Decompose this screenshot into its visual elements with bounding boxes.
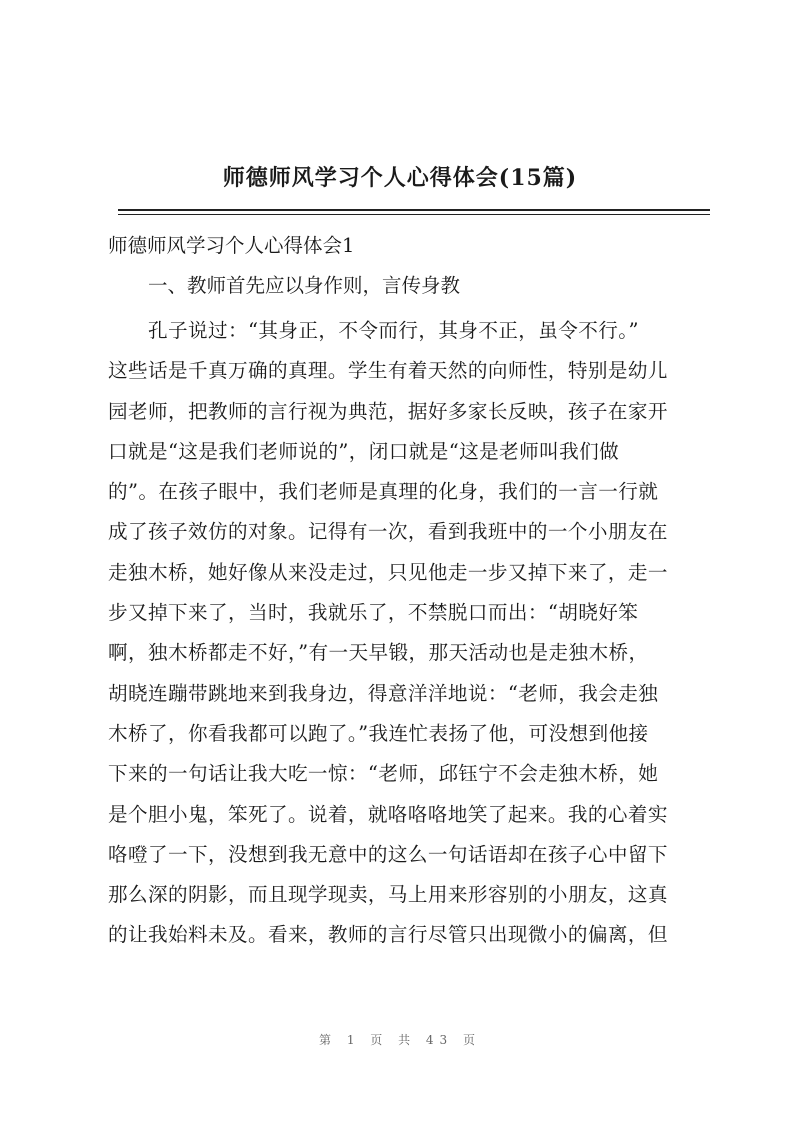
paragraph-line: 园老师，把教师的言行视为典范，据好多家长反映，孩子在家开 [108,399,668,423]
paragraph-line: 是个胆小鬼，笨死了。说着，就咯咯咯地笑了起来。我的心着实 [108,802,668,826]
paragraph-line: 成了孩子效仿的对象。记得有一次，看到我班中的一个小朋友在 [108,520,668,544]
paragraph-line: 咯噔了一下，没想到我无意中的这么一句话语却在孩子心中留下 [108,842,668,866]
article-subtitle: 师德师风学习个人心得体会1 [108,234,355,257]
section-heading: 一、教师首先应以身作则，言传身教 [148,274,461,297]
title-underline-thin [118,214,710,215]
paragraph-line: 口就是“这是我们老师说的”，闭口就是“这是老师叫我们做 [108,439,620,463]
paragraph-line: 的”。在孩子眼中，我们老师是真理的化身，我们的一言一行就 [108,480,659,504]
paragraph-line: 那么深的阴影，而且现学现卖，马上用来形容别的小朋友，这真 [108,883,668,907]
paragraph-line: 孔子说过：“其身正，不令而行，其身不正，虽令不行。” [148,319,639,342]
paragraph-line: 走独木桥，她好像从来没走过，只见他走一步又掉下来了，走一 [108,560,668,584]
paragraph-line: 木桥了，你看我都可以跑了。”我连忙表扬了他，可没想到他接 [108,721,649,745]
page-number-footer: 第 1 页 共 43 页 [319,1033,481,1047]
title-underline-thick [118,209,710,211]
paragraph-line: 步又掉下来了，当时，我就乐了，不禁脱口而出：“胡晓好笨 [108,601,639,625]
paragraph [108,311,708,956]
paragraph-line: 胡晓连蹦带跳地来到我身边，得意洋洋地说：“老师，我会走独 [108,681,659,705]
document-title: 师德师风学习个人心得体会(15篇) [222,165,578,191]
paragraph-line: 这些话是千真万确的真理。学生有着天然的向师性，特别是幼儿 [108,359,668,383]
paragraph-line: 啊，独木桥都走不好，”有一天早锻，那天活动也是走独木桥， [108,641,649,665]
paragraph-line: 下来的一句话让我大吃一惊：“老师，邱钰宁不会走独木桥，她 [108,762,659,786]
paragraph-line: 的让我始料未及。看来，教师的言行尽管只出现微小的偏离，但 [108,923,668,947]
